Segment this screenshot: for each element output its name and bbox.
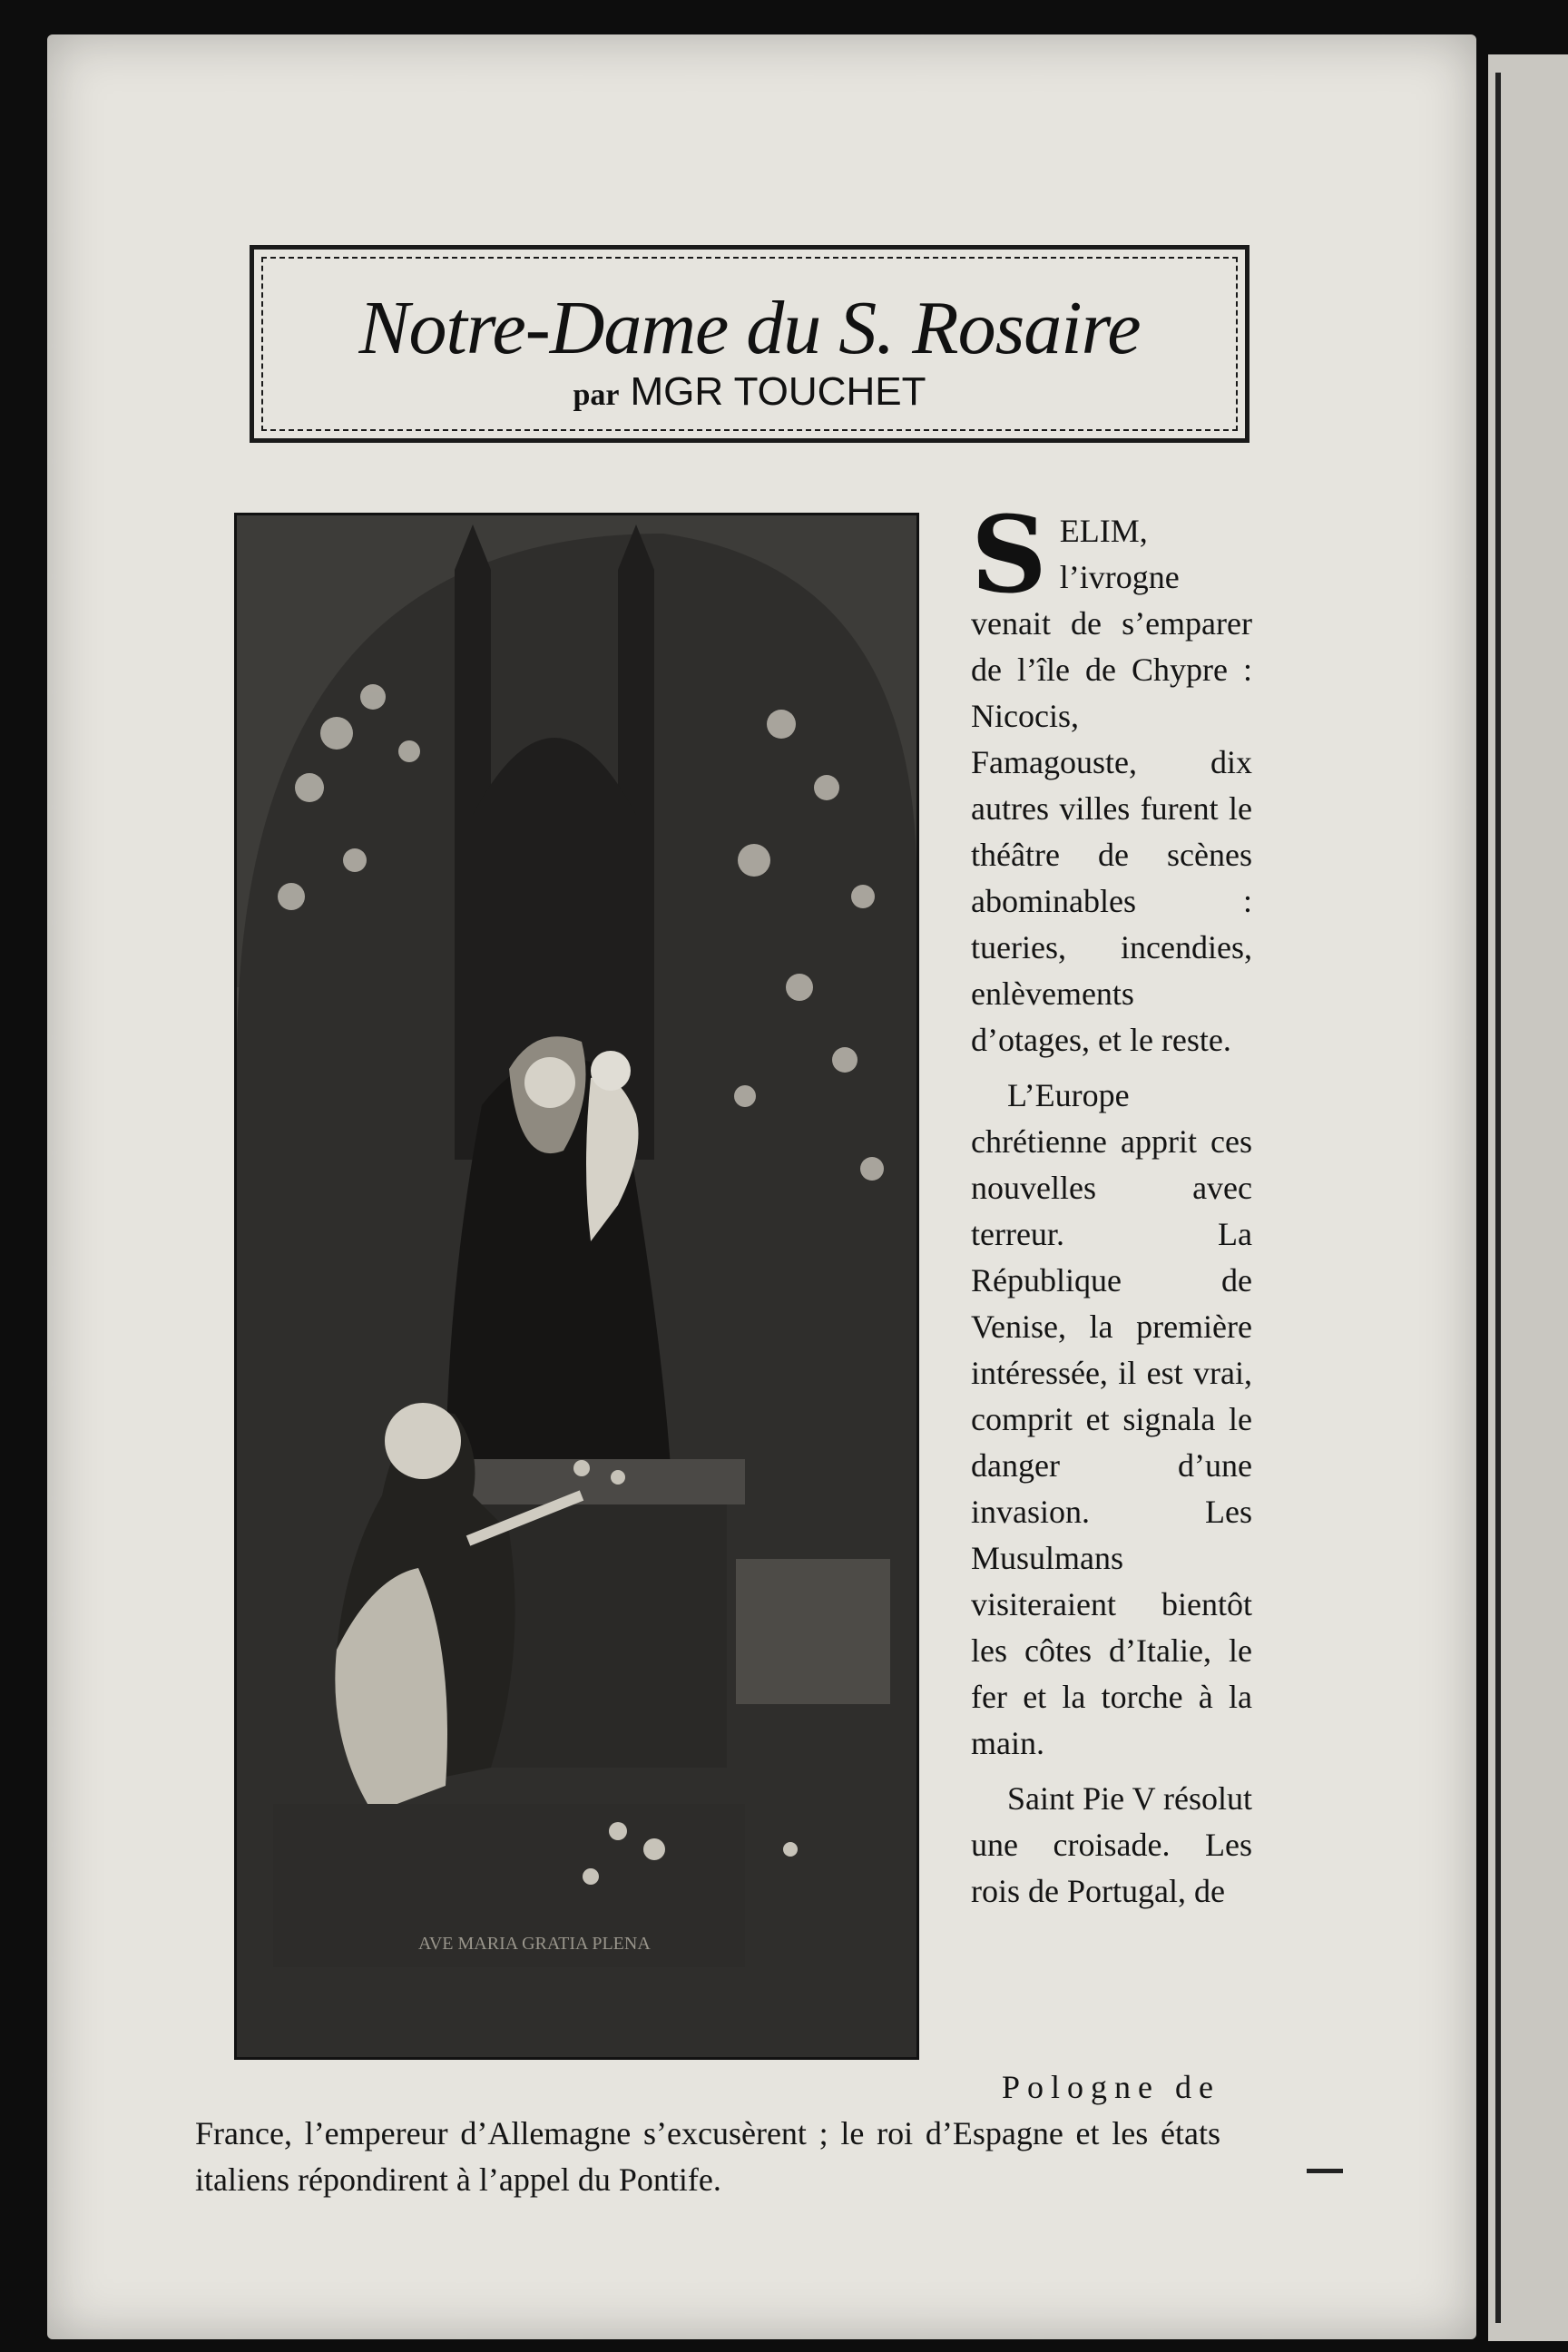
article-bottom-text — [195, 2064, 1220, 2203]
byline-author: MGR TOUCHET — [630, 369, 926, 414]
facing-page-edge — [1488, 54, 1568, 2341]
margin-dash — [1307, 2169, 1343, 2173]
article-column — [971, 494, 1252, 1924]
illustration-madonna-and-pope — [234, 513, 919, 2060]
title-box — [250, 245, 1250, 443]
paragraph-2: L’Europe chrétienne apprit ces nouvelles avec terreur. La République de Venise, la première intéressée, il est vrai, comprit et signala le danger d’une invasion. Les Musulmans visiteraient bientôt les côtes d’Italie, le fer et la torche à la main. — [971, 1077, 1252, 1761]
paragraph-3-lead: Pologne de — [1002, 2069, 1220, 2105]
altar-inscription: AVE MARIA GRATIA PLENA — [418, 1934, 651, 1954]
byline-prefix: par — [573, 378, 620, 412]
paragraph-3-end: France, l’empereur d’Allemagne s’excusèrent ; le roi d’Espagne et les états italiens répondirent à l’appel du Pontife. — [195, 2115, 1220, 2198]
illustration-image — [237, 515, 916, 2057]
byline — [254, 369, 1245, 415]
paragraph-1: SELIM, l’ivrogne venait de s’emparer de l’île de Chypre : Nicocis, Famagouste, dix autres villes furent le théâtre de scènes abominables : tueries, incendies, enlèvements d’otages, et le reste. — [971, 494, 1252, 1058]
article-title: Notre-Dame du S. Rosaire — [358, 286, 1141, 370]
dropcap: S — [971, 494, 1047, 617]
paragraph-3-start: Saint Pie V résolut une croisade. Les rois de Portugal, de — [971, 1780, 1252, 1909]
